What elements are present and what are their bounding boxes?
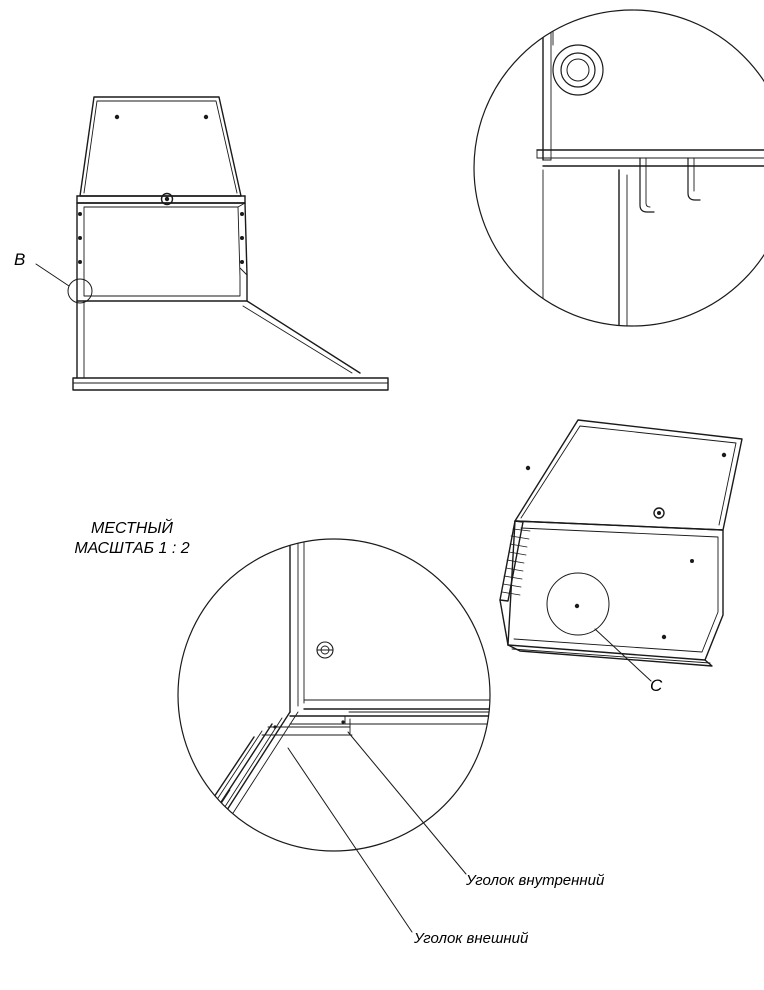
local-scale-detail-view — [164, 535, 500, 932]
detail-marker-c-label: C — [650, 676, 663, 695]
side-elevation-view — [36, 97, 388, 390]
detail-b-circular-view — [474, 0, 764, 330]
callout-outer-angle-label: Уголок внешний — [414, 930, 529, 947]
scale-note-line2: МАСШТАБ 1 : 2 — [74, 540, 190, 557]
scale-note-line1: МЕСТНЫЙ — [91, 520, 173, 537]
detail-marker-b-label: B — [14, 250, 26, 269]
isometric-view — [500, 420, 742, 681]
callout-inner-angle-label: Уголок внутренний — [466, 872, 605, 889]
